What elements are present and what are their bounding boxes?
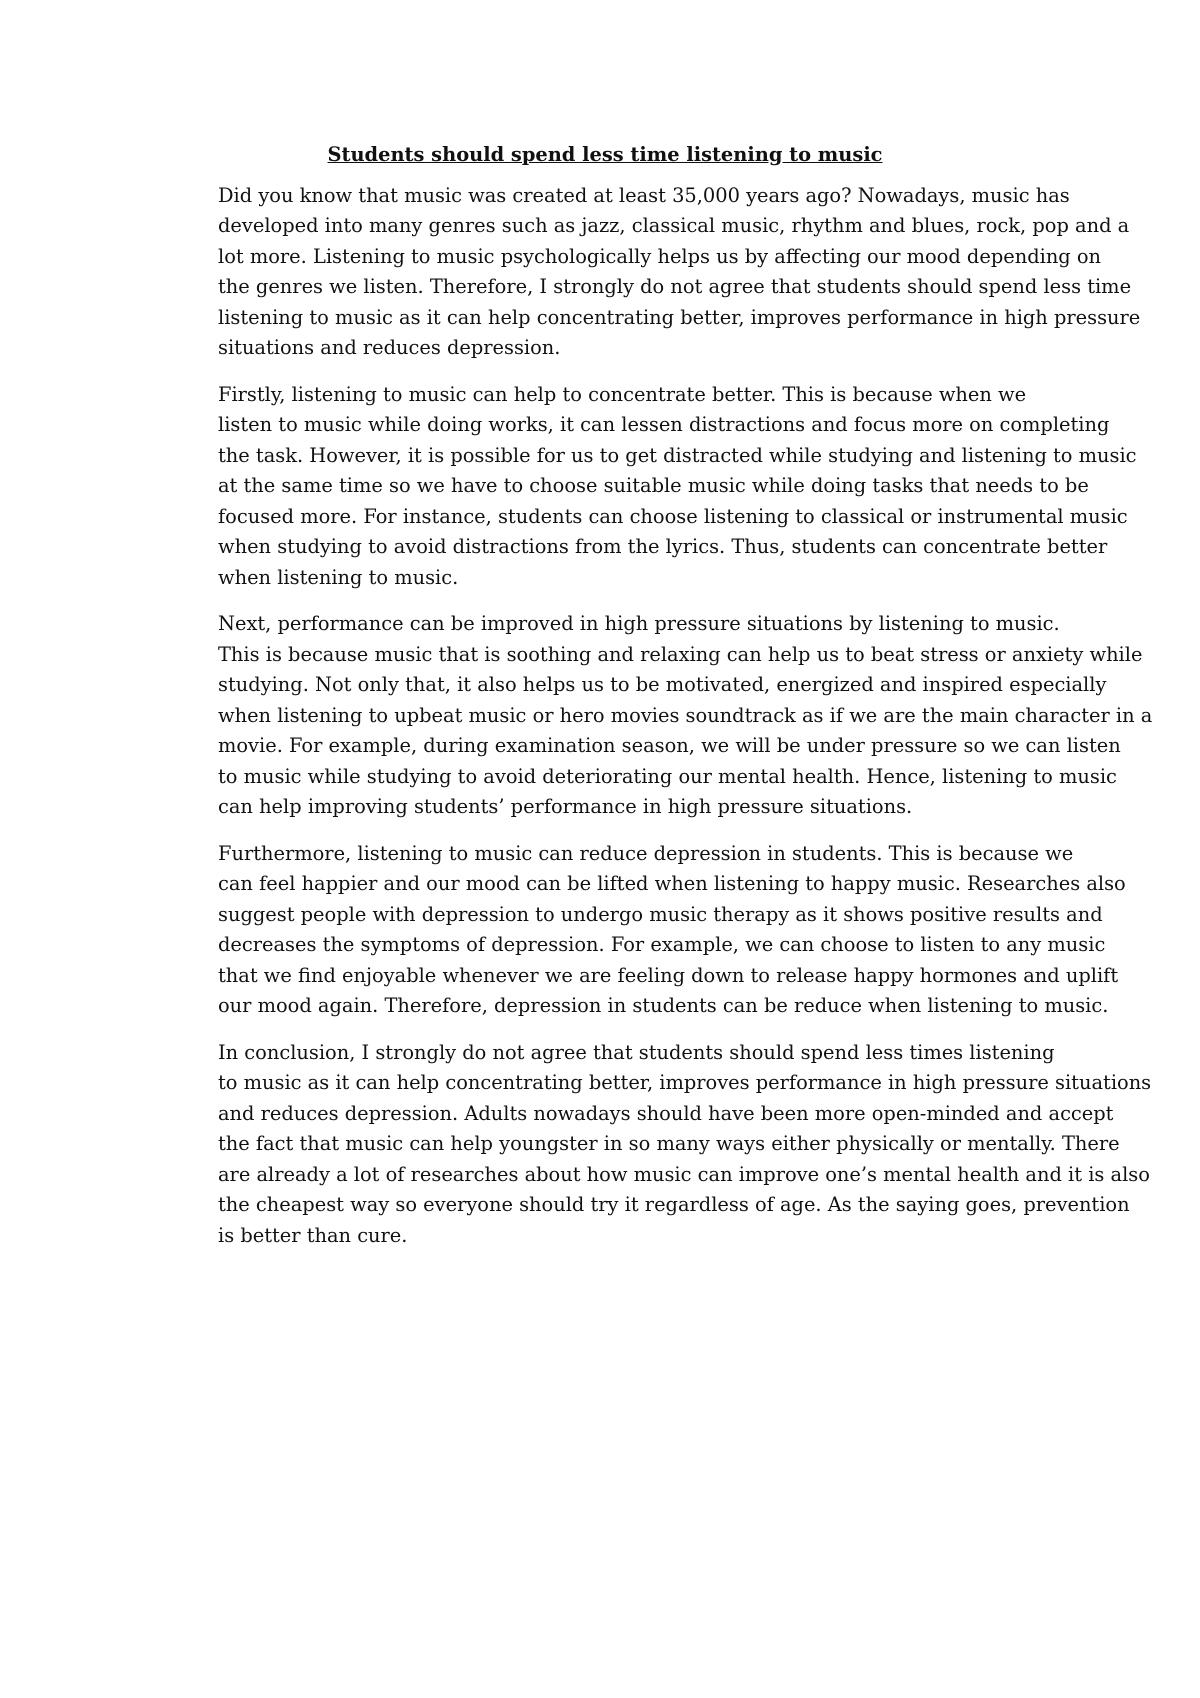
paragraph-line: suggest people with depression to undergo music therapy as it shows positive results and: [218, 902, 1103, 926]
paragraph-line: developed into many genres such as jazz, classical music, rhythm and blues, rock, pop and a: [218, 214, 1130, 237]
paragraph-line: to music while studying to avoid deteriorating our mental health. Hence, listening to music: [218, 764, 1117, 788]
paragraph-performance: [146, 609, 1153, 823]
paragraph-line: listening to music as it can help concentrating better, improves performance in high pressure: [218, 305, 1141, 329]
paragraph-line: the task. However, it is possible for us to get distracted while studying and listening to music: [218, 443, 1137, 467]
paragraph-line: are already a lot of researches about how music can improve one’s mental health and it is also: [218, 1162, 1150, 1186]
paragraph-line: when listening to music.: [218, 565, 459, 589]
paragraph-concentration: [146, 380, 1137, 594]
paragraph-line: Furthermore, listening to music can reduce depression in students. This is because we: [218, 841, 1074, 865]
paragraph-line: studying. Not only that, it also helps us to be motivated, energized and inspired especially: [218, 673, 1107, 696]
paragraph-line: is better than cure.: [218, 1223, 408, 1247]
paragraph-line: focused more. For instance, students can choose listening to classical or instrumental music: [218, 504, 1128, 528]
document-title: Students should spend less time listening to music: [327, 143, 883, 166]
paragraph-line: when listening to upbeat music or hero movies soundtrack as if we are the main character in a: [218, 703, 1153, 727]
paragraph-line: In conclusion, I strongly do not agree that students should spend less times listening: [218, 1040, 1055, 1064]
paragraph-line: to music as it can help concentrating better, improves performance in high pressure situations: [218, 1071, 1152, 1094]
paragraph-line: decreases the symptoms of depression. For example, we can choose to listen to any music: [218, 933, 1106, 956]
paragraph-line: the genres we listen. Therefore, I strongly do not agree that students should spend less time: [218, 275, 1132, 298]
paragraph-introduction: [146, 181, 1141, 364]
paragraph-line: and reduces depression. Adults nowadays should have been more open-minded and accept: [218, 1101, 1114, 1125]
paragraph-line: lot more. Listening to music psychologically helps us by affecting our mood depending on: [218, 244, 1102, 268]
paragraph-line: the cheapest way so everyone should try it regardless of age. As the saying goes, prevention: [218, 1193, 1130, 1216]
paragraph-line: Did you know that music was created at least 35,000 years ago? Nowadays, music has: [218, 183, 1070, 207]
paragraph-line: Next, performance can be improved in high pressure situations by listening to music.: [218, 612, 1060, 635]
paragraph-depression: [146, 839, 1126, 1022]
paragraph-line: Firstly, listening to music can help to concentrate better. This is because when we: [218, 382, 1027, 406]
paragraph-line: can feel happier and our mood can be lifted when listening to happy music. Researches also: [218, 872, 1126, 895]
paragraph-line: the fact that music can help youngster in so many ways either physically or mentally. There: [218, 1132, 1120, 1155]
paragraph-line: at the same time so we have to choose suitable music while doing tasks that needs to be: [218, 474, 1089, 497]
paragraph-line: movie. For example, during examination season, we will be under pressure so we can listen: [218, 734, 1121, 757]
paragraph-line: our mood again. Therefore, depression in students can be reduce when listening to music.: [218, 994, 1109, 1017]
paragraph-line: when studying to avoid distractions from the lyrics. Thus, students can concentrate better: [218, 535, 1108, 558]
paragraph-line: can help improving students’ performance in high pressure situations.: [218, 795, 913, 818]
paragraph-line: listen to music while doing works, it can lessen distractions and focus more on completing: [218, 413, 1110, 436]
document-body: [146, 140, 1153, 1267]
paragraph-conclusion: [146, 1038, 1152, 1252]
paragraph-line: situations and reduces depression.: [218, 336, 561, 359]
paragraph-line: This is because music that is soothing and relaxing can help us to beat stress or anxiety while: [218, 642, 1143, 666]
paragraph-line: that we find enjoyable whenever we are feeling down to release happy hormones and uplift: [218, 963, 1119, 987]
